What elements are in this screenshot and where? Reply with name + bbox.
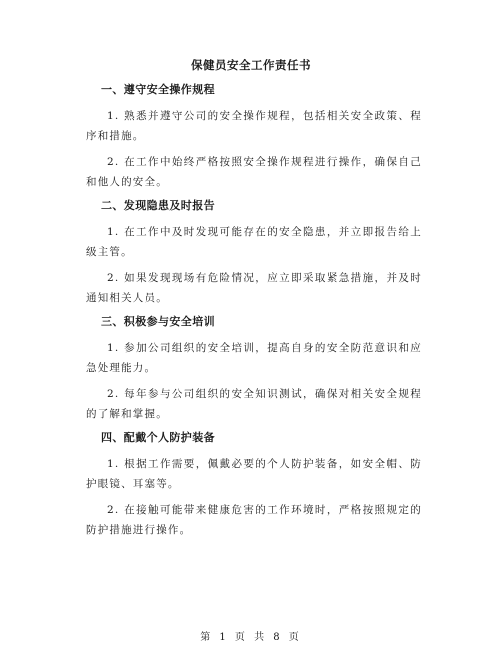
- paragraph: 2. 每年参与公司组织的安全知识测试，确保对相关安全规程的了解和掌握。: [86, 388, 422, 420]
- section-heading: 二、发现隐患及时报告: [101, 199, 215, 212]
- section-heading: 四、配戴个人防护装备: [101, 431, 215, 444]
- section-1: [86, 82, 422, 192]
- page-number: 第 1 页 共 8 页: [200, 632, 302, 643]
- paragraph: 2. 如果发现现场有危险情况，应立即采取紧急措施，并及时通知相关人员。: [86, 272, 422, 304]
- section-heading: 一、遵守安全操作规程: [101, 83, 215, 96]
- document-title: 保健员安全工作责任书: [191, 58, 311, 72]
- paragraph: 2. 在接触可能带来健康危害的工作环境时，严格按照规定的防护措施进行操作。: [86, 504, 422, 536]
- paragraph: 1. 根据工作需要，佩戴必要的个人防护装备，如安全帽、防护眼镜、耳塞等。: [86, 458, 422, 490]
- section-2: [86, 198, 422, 308]
- paragraph: 1. 熟悉并遵守公司的安全操作规程，包括相关安全政策、程序和措施。: [86, 110, 422, 142]
- document-body: [86, 82, 422, 546]
- section-3: [86, 314, 422, 424]
- paragraph: 1. 参加公司组织的安全培训，提高自身的安全防范意识和应急处理能力。: [86, 342, 422, 374]
- paragraph: 2. 在工作中始终严格按照安全操作规程进行操作，确保自己和他人的安全。: [86, 156, 422, 188]
- paragraph: 1. 在工作中及时发现可能存在的安全隐患，并立即报告给上级主管。: [86, 226, 422, 258]
- section-heading: 三、积极参与安全培训: [101, 315, 215, 328]
- section-4: [86, 430, 422, 540]
